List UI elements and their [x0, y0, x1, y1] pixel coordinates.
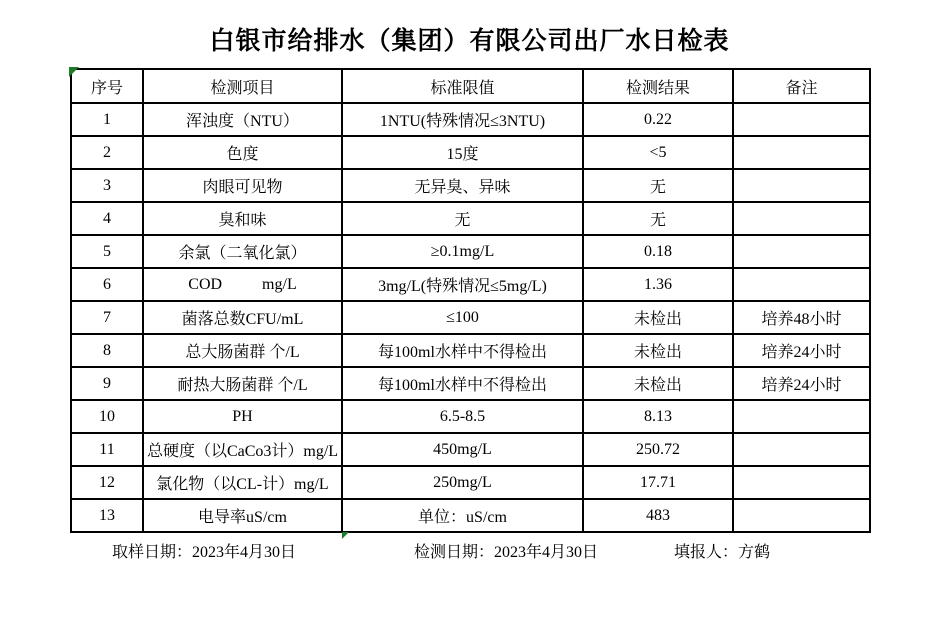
cell-result: 未检出: [583, 367, 733, 400]
table-body: [71, 103, 870, 532]
cell-no: 8: [71, 334, 143, 367]
cell-note: [733, 499, 870, 532]
cell-item: 余氯（二氧化氯）: [143, 235, 342, 268]
cell-no: 1: [71, 103, 143, 136]
cell-limit: 450mg/L: [342, 433, 583, 466]
cell-limit: 250mg/L: [342, 466, 583, 499]
cell-no: 7: [71, 301, 143, 334]
cell-result: 0.18: [583, 235, 733, 268]
cell-no: 9: [71, 367, 143, 400]
cell-note: [733, 202, 870, 235]
cell-item: 氯化物（以CL-计）mg/L: [143, 466, 342, 499]
cell-limit: 无: [342, 202, 583, 235]
cell-note: [733, 400, 870, 433]
table-row: [71, 202, 870, 235]
cell-limit: 无异臭、异味: [342, 169, 583, 202]
cell-note: [733, 103, 870, 136]
cell-no: 5: [71, 235, 143, 268]
cell-no: 3: [71, 169, 143, 202]
cell-note: 培养24小时: [733, 367, 870, 400]
cell-limit: 3mg/L(特殊情况≤5mg/L): [342, 268, 583, 301]
table-row: [71, 235, 870, 268]
cell-note: 培养48小时: [733, 301, 870, 334]
column-header-no: 序号: [71, 69, 143, 103]
cell-no: 11: [71, 433, 143, 466]
cell-no: 6: [71, 268, 143, 301]
cell-result: 483: [583, 499, 733, 532]
cell-note: [733, 433, 870, 466]
cell-limit: 每100ml水样中不得检出: [342, 334, 583, 367]
column-header-note: 备注: [733, 69, 870, 103]
cell-note: 培养24小时: [733, 334, 870, 367]
column-header-limit: 标准限值: [342, 69, 583, 103]
cell-result: 未检出: [583, 334, 733, 367]
cell-note: [733, 268, 870, 301]
cell-no: 10: [71, 400, 143, 433]
cell-limit: ≥0.1mg/L: [342, 235, 583, 268]
cell-no: 4: [71, 202, 143, 235]
cell-no: 2: [71, 136, 143, 169]
table-row: [71, 136, 870, 169]
cell-item: 臭和味: [143, 202, 342, 235]
cell-result: 0.22: [583, 103, 733, 136]
cell-item: 电导率uS/cm: [143, 499, 342, 532]
table-row: [71, 103, 870, 136]
cell-no: 13: [71, 499, 143, 532]
cell-item: 肉眼可见物: [143, 169, 342, 202]
cell-result: 8.13: [583, 400, 733, 433]
green-triangle-icon: [342, 532, 349, 539]
cell-result: 无: [583, 202, 733, 235]
table-row: [71, 169, 870, 202]
cell-result: 1.36: [583, 268, 733, 301]
cell-result: 250.72: [583, 433, 733, 466]
cell-no: 12: [71, 466, 143, 499]
cell-item: 色度: [143, 136, 342, 169]
table-row: [71, 400, 870, 433]
cell-item: 总硬度（以CaCo3计）mg/L: [143, 433, 342, 466]
cell-limit: 1NTU(特殊情况≤3NTU): [342, 103, 583, 136]
column-header-result: 检测结果: [583, 69, 733, 103]
inspection-table-container: [70, 68, 869, 533]
test-date-text: 检测日期：2023年4月30日: [414, 544, 599, 561]
table-header-row: [71, 69, 870, 103]
table-row: [71, 466, 870, 499]
cell-item: PH: [143, 400, 342, 433]
cell-item: 耐热大肠菌群 个/L: [143, 367, 342, 400]
cell-item: 总大肠菌群 个/L: [143, 334, 342, 367]
cell-note: [733, 136, 870, 169]
cell-result: 无: [583, 169, 733, 202]
reporter-text: 填报人：方鹤: [674, 544, 771, 561]
cell-item: 菌落总数CFU/mL: [143, 301, 342, 334]
table-row: [71, 499, 870, 532]
table-row: [71, 268, 870, 301]
cell-limit: 每100ml水样中不得检出: [342, 367, 583, 400]
cell-result: <5: [583, 136, 733, 169]
table-row: [71, 367, 870, 400]
cell-item: 浑浊度（NTU）: [143, 103, 342, 136]
cell-note: [733, 169, 870, 202]
table-row: [71, 301, 870, 334]
cell-limit: 单位：uS/cm: [342, 499, 583, 532]
column-header-item: 检测项目: [143, 69, 342, 103]
cell-note: [733, 235, 870, 268]
cell-item: COD mg/L: [143, 268, 342, 301]
table-row: [71, 433, 870, 466]
sampling-date-text: 取样日期：2023年4月30日: [112, 544, 297, 561]
cell-note: [733, 466, 870, 499]
cell-limit: ≤100: [342, 301, 583, 334]
cell-limit: 6.5-8.5: [342, 400, 583, 433]
cell-limit: 15度: [342, 136, 583, 169]
table-row: [71, 334, 870, 367]
daily-inspection-table: [70, 68, 871, 533]
page-title: 白银市给排水（集团）有限公司出厂水日检表: [209, 26, 730, 55]
cell-result: 17.71: [583, 466, 733, 499]
cell-result: 未检出: [583, 301, 733, 334]
